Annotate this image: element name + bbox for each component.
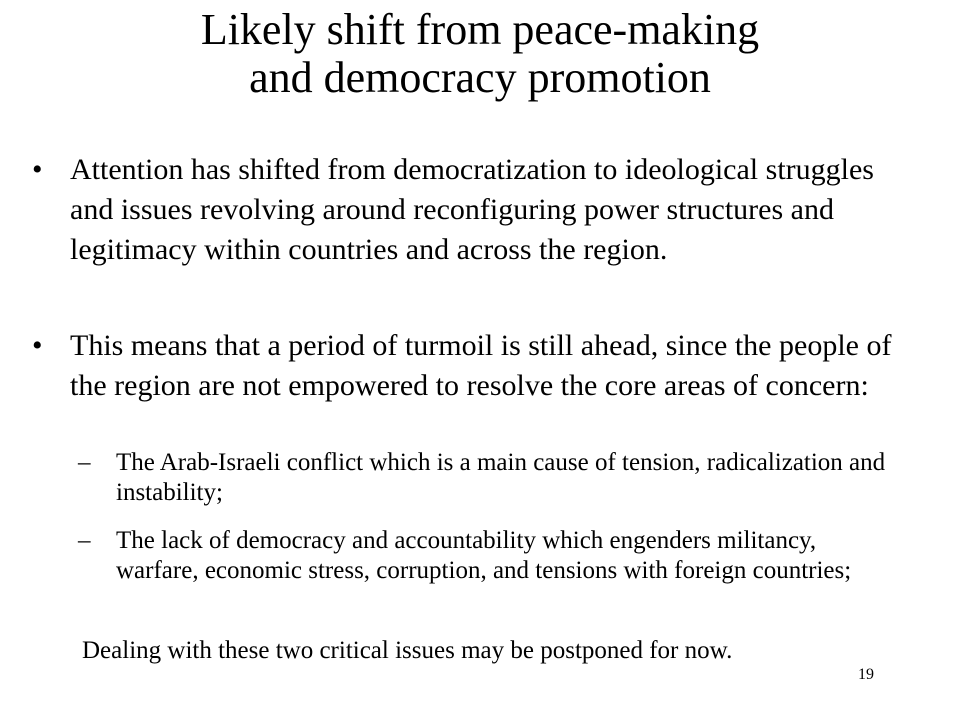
sub-bullet-text: The lack of democracy and accountability which engenders militancy, warfare, economic stress, corruption, and tensions with foreign countries; — [116, 527, 852, 584]
bullet-text: Attention has shifted from democratization to ideological struggles and issues revolving around reconfiguring power structures and legitimacy within countries and across the region. — [70, 153, 874, 266]
closing-text: Dealing with these two critical issues may be postponed for now. — [82, 637, 733, 664]
sub-bullet-marker: – — [78, 449, 91, 476]
bullet-marker: • — [32, 153, 43, 186]
bullet-text: This means that a period of turmoil is still ahead, since the people of the region are not empowered to resolve the core areas of concern: — [70, 329, 892, 402]
page-number: 19 — [858, 666, 874, 683]
sub-bullet-text: The Arab-Israeli conflict which is a main cause of tension, radicalization and instability; — [116, 449, 886, 506]
title-line-1: Likely shift from peace-making — [200, 5, 760, 54]
bullet-marker: • — [32, 329, 43, 362]
sub-bullet-marker: – — [78, 527, 91, 554]
title-line-2: and democracy promotion — [249, 53, 711, 103]
slide-title — [60, 6, 900, 103]
